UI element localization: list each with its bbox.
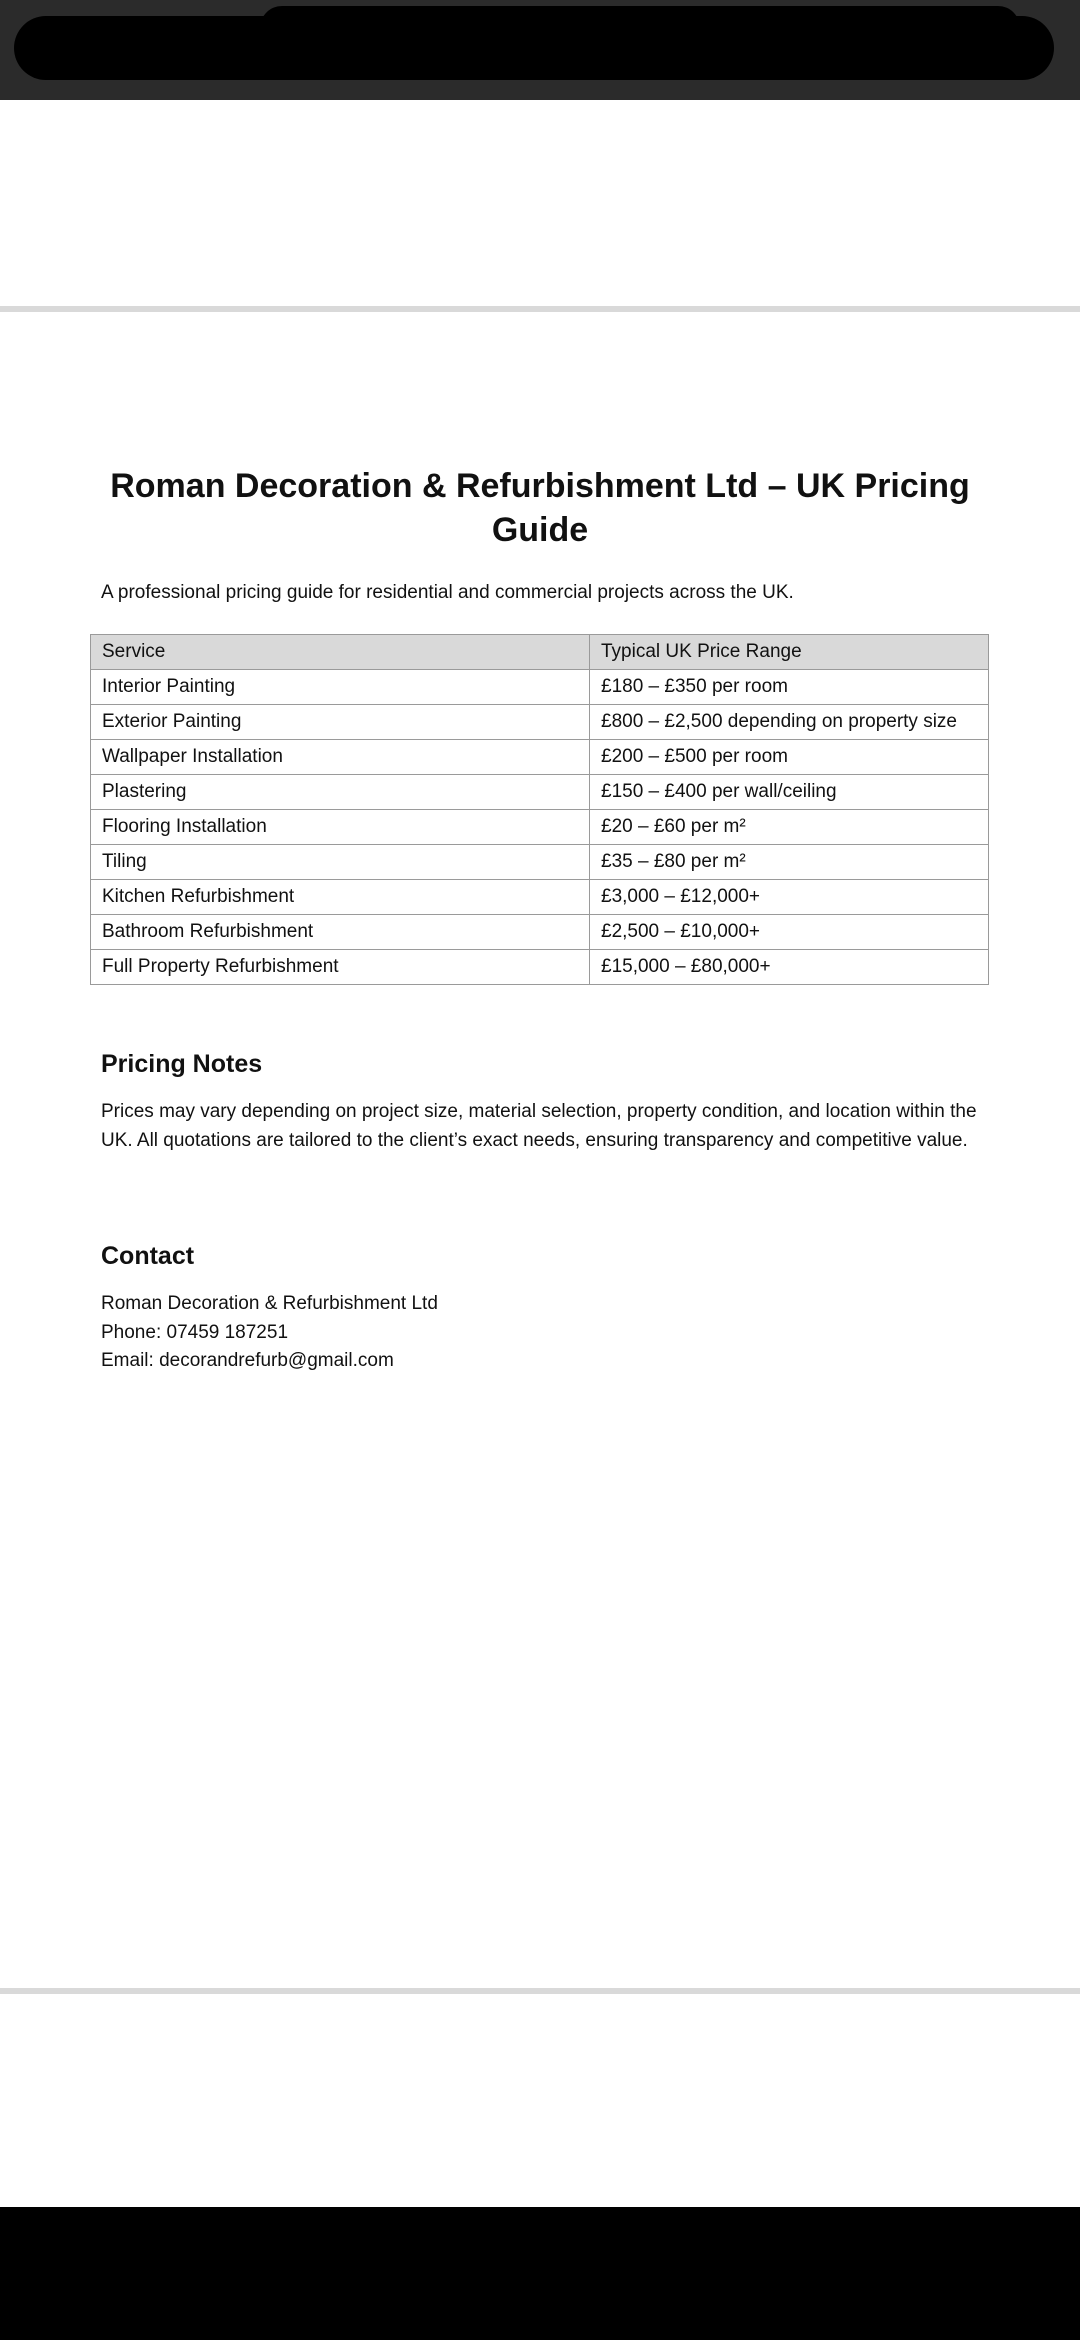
price-cell: £3,000 – £12,000+ [590, 880, 989, 915]
price-cell: £800 – £2,500 depending on property size [590, 705, 989, 740]
price-cell: £200 – £500 per room [590, 740, 989, 775]
column-header-price: Typical UK Price Range [590, 635, 989, 670]
table-row [91, 950, 989, 985]
redacted-area-overlap [260, 6, 1020, 50]
contact-phone: Phone: 07459 187251 [101, 1321, 289, 1343]
price-cell: £15,000 – £80,000+ [590, 950, 989, 985]
table-row [91, 670, 989, 705]
contact-company: Roman Decoration & Refurbishment Ltd [101, 1293, 438, 1314]
table-row [91, 810, 989, 845]
service-cell: Flooring Installation [91, 810, 590, 845]
pricing-notes-heading: Pricing Notes [101, 1050, 263, 1078]
table-row [91, 915, 989, 950]
price-cell: £150 – £400 per wall/ceiling [590, 775, 989, 810]
service-cell: Wallpaper Installation [91, 740, 590, 775]
table-header-row [91, 635, 989, 670]
service-cell: Full Property Refurbishment [91, 950, 590, 985]
page-separator [0, 1988, 1080, 1994]
service-cell: Plastering [91, 775, 590, 810]
document-page [0, 312, 1080, 1988]
contact-details [101, 1290, 438, 1376]
contact-heading: Contact [101, 1242, 195, 1270]
service-cell: Kitchen Refurbishment [91, 880, 590, 915]
top-status-bar [0, 0, 1080, 100]
service-cell: Bathroom Refurbishment [91, 915, 590, 950]
table-row [91, 740, 989, 775]
price-cell: £20 – £60 per m² [590, 810, 989, 845]
table-row [91, 880, 989, 915]
service-cell: Exterior Painting [91, 705, 590, 740]
service-cell: Tiling [91, 845, 590, 880]
document-title: Roman Decoration & Refurbishment Ltd – UK Pricing Guide [110, 467, 970, 549]
table-row [91, 845, 989, 880]
intro-text: A professional pricing guide for residential and commercial projects across the UK. [101, 582, 794, 603]
table-row [91, 705, 989, 740]
pricing-table [90, 634, 989, 985]
table-row [91, 775, 989, 810]
column-header-service: Service [91, 635, 590, 670]
service-cell: Interior Painting [91, 670, 590, 705]
previous-page-bottom [0, 100, 1080, 306]
price-cell: £2,500 – £10,000+ [590, 915, 989, 950]
pricing-notes-text: Prices may vary depending on project size, material selection, property condition, and location within the UK. All quotations are tailored to the client’s exact needs, ensuring transparency and competitive value. [101, 1101, 977, 1151]
contact-email: Email: decorandrefurb@gmail.com [101, 1350, 394, 1371]
price-cell: £35 – £80 per m² [590, 845, 989, 880]
price-cell: £180 – £350 per room [590, 670, 989, 705]
bottom-navigation-area [0, 2207, 1080, 2340]
